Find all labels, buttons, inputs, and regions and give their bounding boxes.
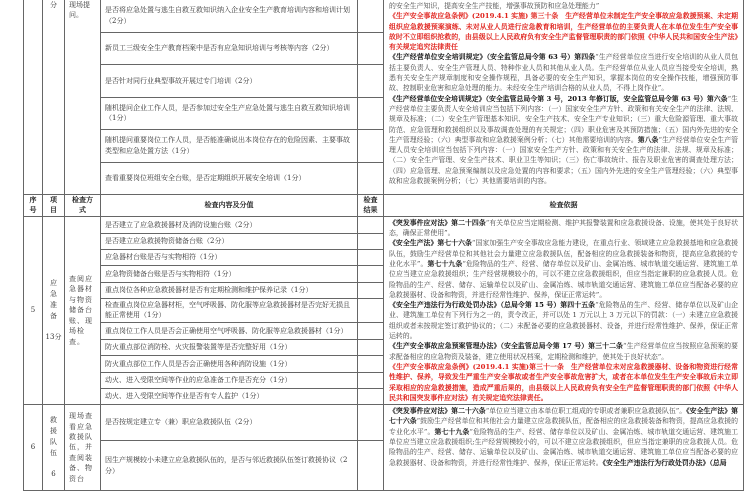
regulation-citation: 《安全生产违法行为行政处罚办法》（总局 xyxy=(602,458,727,467)
regulation-text: “生产经营单位应当按照应急预案的要求配备相应的应急物资及装备，建立使用状况档案，定期检测和维护，使其处于良好状态”。 xyxy=(389,342,738,361)
table-row xyxy=(24,216,744,233)
header-content: 检查内容及分值 xyxy=(101,195,358,217)
regulation-citation: 《生产安全事故应急预案管理办法》（安全监管总局令第 17 号）第三十二条 xyxy=(389,342,624,351)
regulation-citation: 第八条 xyxy=(637,135,659,144)
content-cell: 因生产规模较小未建立应急救援队伍的，是否与邻近救援队伍签订救援协议（2分） xyxy=(101,441,358,491)
regulation-citation: 《生产经营单位安全培训规定》（安全监管总局令第 63 号）第四条 xyxy=(389,53,596,62)
result-cell[interactable] xyxy=(358,322,384,339)
result-cell[interactable] xyxy=(358,233,384,249)
regulation-citation: 第七十九条 xyxy=(427,260,463,268)
result-cell[interactable] xyxy=(358,0,384,32)
method-cell: 现场查看应急救援队伍，并查阅装备、物资台 xyxy=(65,405,101,491)
result-cell[interactable] xyxy=(358,97,384,130)
result-cell[interactable] xyxy=(358,388,384,404)
item-cell xyxy=(43,216,65,404)
regulation-text: “生产经营单位主要负责人安全培训应当包括下列内容：（一）国家安全生产方针、政策和有关安全生产的法律、法规、规章及标准；（二）安全生产管理基本知识、安全生产技术、安全生产专业知识；（三）重大危险源管理、重大事故防范、应急管理和救援组织以及事故调查处理的有关规定；（四）职业危害及其预防措施；（五）国内外先进的安全生产管理经验；（六）典型事故和应急救援案例分析；（七）其他需要培训的内容。 xyxy=(389,94,738,144)
item-score: 6 xyxy=(51,470,56,479)
content-cell: 是否按规定建立专（兼）职应急救援队伍（2分） xyxy=(101,405,358,441)
basis-cell xyxy=(384,405,744,491)
result-cell[interactable] xyxy=(358,65,384,98)
content-cell: 是否建立了应急救援器材及消防设施台账（2分） xyxy=(101,216,358,233)
regulation-text: “有关单位应当定期检测、维护其报警装置和应急救援设备、设施，使其处于良好状态，确保正常使用”。 xyxy=(389,218,738,238)
regulation-text: “生产经营单位安全生产管理人员安全培训应当包括下列内容：（一）国家安全生产方针、政策和有关安全生产的法律、法规、规章及标准；（二）安全生产管理、安全生产技术、职业卫生等知识；（三）伤亡事故统计、报告及职业危害的调查处理方法；（四）应急管理、应急预案编制以及应急处置的内容和要求；（五）国内外先进的安全生产管理经验；（六）典型事故和应急救援案例分析；（七）其他需要培训的内容。 xyxy=(389,135,738,186)
header-method: 检查方式 xyxy=(65,195,101,217)
content-cell: 查看重要岗位班组安全台账，是否定期组织开展安全培训（1分） xyxy=(101,162,358,195)
regulation-text: “生产经营单位应当进行安全培训的从业人员包括主要负责人、安全生产管理人员、特种作业人员和其他从业人员。生产经营单位从业人员应当接受安全培训，熟悉有关安全生产规章制度和安全操作规程，具备必要的安全生产知识，掌握本岗位的安全操作技能，增强预防事故、控制职业危害和应急处理的能力。未经安全生产培训合格的从业人员，不得上岗作业”。 xyxy=(389,53,738,93)
method-cell: 查阅应急器材与物资储备台账、现场检查。 xyxy=(65,216,101,404)
content-cell: 重点岗位工作人员是否会正确使用空气呼吸器、防化服等应急救援器材（1分） xyxy=(101,322,358,339)
content-cell: 应急物资储备台账是否与实物相符（1分） xyxy=(101,265,358,282)
basis-cell xyxy=(384,216,744,404)
content-cell: 是否针对同行业典型事故开展过专门培训（2分） xyxy=(101,65,358,98)
penalty-clause: 《生产安全事故应急条例》(2019.4.1 实施) 第三十条 生产经营单位未制定生产安全事故应急救援预案、未定期组织应急救援预案演练、未对从业人员进行应急教育和培训，生产经营单位的主要负责人在本单位发生生产安全事故时不立即组织抢救的，由县级以上人民政府负有安全生产监督管理职责的部门依照《中华人民共和国安全生产法》有关规定追究法律责任 xyxy=(389,12,738,52)
regulation-text: “鼓励生产经营单位和其他社会力量建立应急救援队伍，配备相应的应急救援装备和物资，提高应急救援的专业化水平”。 xyxy=(389,417,738,436)
regulation-citation: 《突发事件应对法》第二十四条 xyxy=(389,218,486,227)
header-row xyxy=(24,195,744,217)
content-cell: 应急器材台账是否与实物相符（1分） xyxy=(101,249,358,265)
regulation-text: “危险物品的生产、经营、储存单位以及矿山、金属冶炼、城市轨道交通运营、建筑施工单位应当建立应急救援组织；生产经营规模较小的，可以不建立应急救援组织，但应当指定兼职的应急救援人员。危险物品的生产、经营、储存、运输单位以及矿山、金属冶炼、城市轨道交通运营、建筑施工单位应当配备必要的应急救援器材、设备和物资，并进行经常性维护、保养，保证正常运转”。 xyxy=(389,260,738,299)
result-cell[interactable] xyxy=(358,298,384,322)
regulation-text: “危险物品的生产、经营、储存单位以及矿山、金属冶炼、城市轨道交通运营、建筑施工单位应当建立应急救援组织;生产经营规模较小的，可以不建立应急救援组织，但应当指定兼职的应急救援人员。危险物品的生产、经营、储存、运输单位以及矿山、金属冶炼、城市轨道交通运营、建筑施工单位应当配备必要的应急救援器材、设备和物资，并进行经常性维护、保养，保证正常运转。 xyxy=(389,427,738,467)
item-cell: 分 xyxy=(43,0,65,195)
content-cell: 防火重点部位消防栓、火灾报警装置等是否完整好用（1分） xyxy=(101,339,358,355)
result-cell[interactable] xyxy=(358,249,384,265)
penalty-clause: 《生产安全事故应急条例》(2019.4.1 实施)第三十一条 生产经营单位未对应急救援器材、设备和物资进行经常性维护、保养，导致发生严重生产安全事故或者生产安全事故危害扩大，或者在本单位发生生产安全事故后未立即采取相应的应急救援措施，造成严重后果的，由县级以上人民政府负有安全生产监督管理职责的部门依照《中华人民共和国突发事件应对法》有关规定追究法律责任。 xyxy=(389,362,738,402)
result-cell[interactable] xyxy=(358,355,384,372)
content-cell: 动火、进入受限空间等作业是否有专人监护（1分） xyxy=(101,388,358,404)
content-cell: 随机提问企业工作人员，是否参加过安全生产应急处置与逃生自救互救知识培训（1分） xyxy=(101,97,358,130)
header-basis: 检查依据 xyxy=(384,195,744,217)
content-cell: 是否将应急处置与逃生自救互救知识纳入企业安全生产教育培训内容和培训计划（2分） xyxy=(101,0,358,32)
result-cell[interactable] xyxy=(358,130,384,163)
item-score: 13分 xyxy=(45,332,62,341)
regulation-text: 的安全生产知识，提高安全生产技能，增强事故预防和应急处理能力” xyxy=(389,2,600,10)
regulation-citation: 《安全生产违法行为行政处罚办法》（总局令第 15 号）第四十五条 xyxy=(389,301,596,310)
result-cell[interactable] xyxy=(358,282,384,298)
regulation-citation: 《突发事件应对法》第二十六条 xyxy=(389,407,486,416)
header-item: 项目 xyxy=(43,195,65,217)
result-cell[interactable] xyxy=(358,216,384,233)
regulation-text: “国家加强生产安全事故应急能力建设，在重点行业、领域建立应急救援基地和应急救援队伍，鼓励生产经营单位和其他社会力量建立应急救援队伍，配备相应的应急救援装备和物资，提高应急救援的专业化水平”。 xyxy=(389,239,738,268)
item-cell xyxy=(43,405,65,491)
content-cell: 是否建立应急救援物资储备台账（2分） xyxy=(101,233,358,249)
regulation-citation: 《生产经营单位安全培训规定》（安全监管总局令第 3 号，2013 年修订版，安全监管总局令第 63 号）第六条 xyxy=(389,94,728,103)
content-cell: 新员工三级安全生产教育档案中是否有应急知识培训与考核等内容（2分） xyxy=(101,32,358,65)
basis-cell xyxy=(384,0,744,195)
result-cell[interactable] xyxy=(358,162,384,195)
result-cell[interactable] xyxy=(358,32,384,65)
inspection-table xyxy=(23,0,744,491)
row-number-cell: 6 xyxy=(24,405,43,491)
result-cell[interactable] xyxy=(358,441,384,491)
item-name: 救援队伍 xyxy=(50,416,57,458)
row-number-cell: 5 xyxy=(24,216,43,404)
content-cell: 动火、进入受限空间等作业的应急准备工作是否充分（1分） xyxy=(101,372,358,388)
result-cell[interactable] xyxy=(358,265,384,282)
regulation-text: “单位应当建立由本单位职工组成的专职或者兼职应急救援队伍”。 xyxy=(485,407,687,416)
content-cell: 重点岗位各种应急救援器材是否有定期检测和维护保养记录（1分） xyxy=(101,282,358,298)
content-cell: 检查重点岗位应急器材柜，空气呼吸器、防化服等应急救援器材是否完好无损且能正常使用（1分） xyxy=(101,298,358,322)
method-cell: 现场提问。 xyxy=(65,0,101,195)
result-cell[interactable] xyxy=(358,405,384,441)
table-row xyxy=(24,0,744,32)
regulation-citation: 《安全生产法》第七十六条 xyxy=(389,239,472,248)
item-name: 应急准备 xyxy=(50,278,57,320)
content-cell: 防火重点部位工作人员是否会正确使用各种消防设施（1分） xyxy=(101,355,358,372)
regulation-citation: 第七十九条 xyxy=(434,427,470,436)
content-cell: 随机提问重要岗位工作人员，是否能准确说出本岗位存在的危险因素、主要事故类型和应急处置方法（1分） xyxy=(101,130,358,163)
table-row xyxy=(24,405,744,441)
result-cell[interactable] xyxy=(358,339,384,355)
regulation-citation: 《安全生产法》第七十六条 xyxy=(389,407,739,426)
regulation-text: “危险物品的生产、经营、储存单位以及矿山企业、建筑施工单位有下列行为之一的，责令改正，并可以处 1 万元以上 3 万元以下的罚款：（一）未建立应急救援组织或者未按规定签订救护协议的；（二）未配备必要的应急救援器材、设备，并进行经常性维护、保养，保证正常运转的。 xyxy=(389,301,738,341)
row-number-cell xyxy=(24,0,43,195)
header-no: 序号 xyxy=(24,195,43,217)
result-cell[interactable] xyxy=(358,372,384,388)
header-result: 检查结果 xyxy=(358,195,384,217)
